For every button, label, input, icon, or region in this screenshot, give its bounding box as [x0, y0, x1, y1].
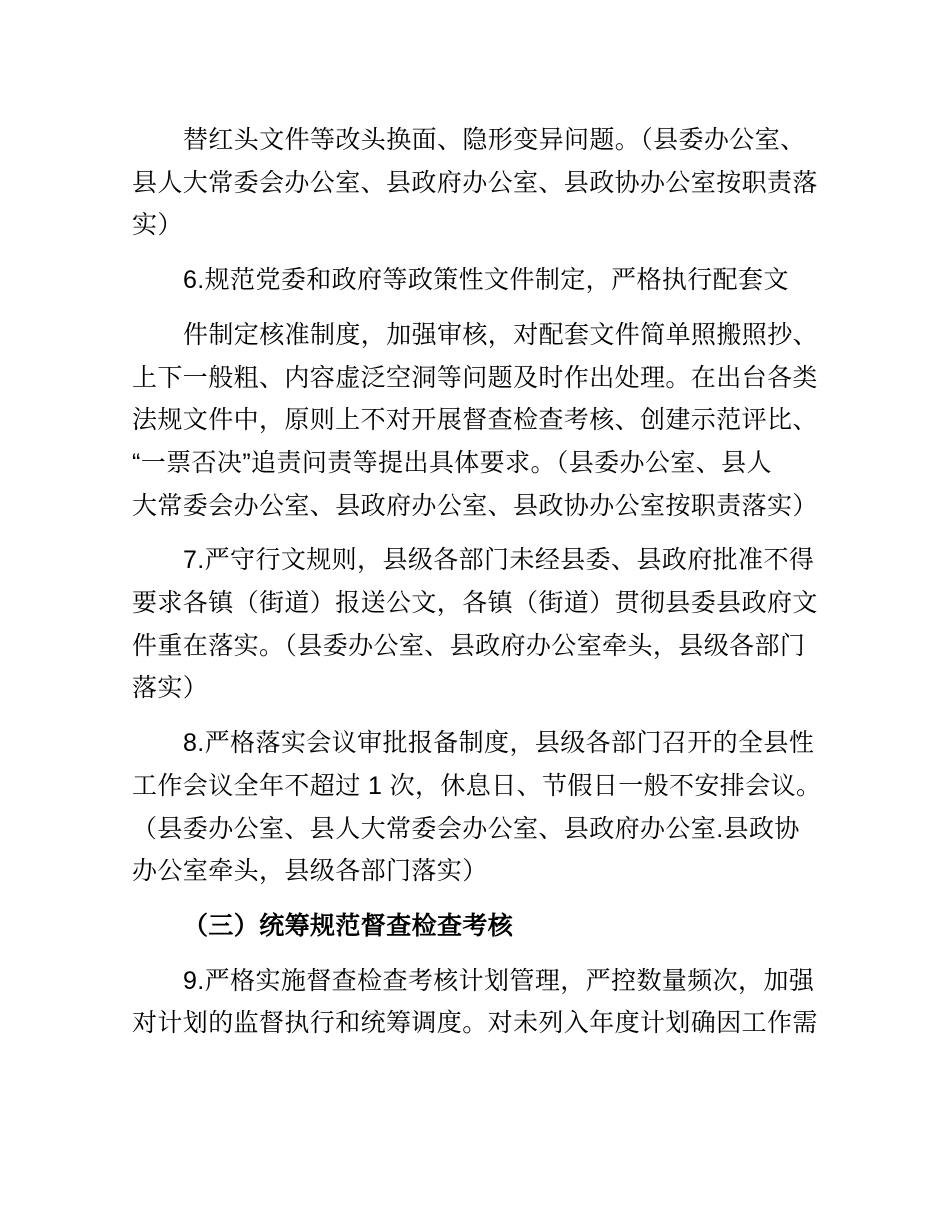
para-item7: [132, 539, 832, 710]
text-line: 替红头文件等改头换面、隐形变异问题。（县委办公室、: [183, 126, 806, 154]
section-heading-three: [132, 905, 832, 948]
para-item5-continuation: [132, 119, 832, 247]
text-line: 9.严格实施督查检查考核计划管理，严控数量频次，加强: [183, 966, 815, 995]
text-line: 6.规范党委和政府等政策性文件制定，严格执行配套文: [183, 266, 789, 295]
text-line: 大常委会办公室、县政府办公室、县政协办公室按职责落实）: [132, 491, 818, 520]
text-line: 8.严格落实会议审批报备制度，县级各部门召开的全县性: [183, 729, 815, 758]
section-heading-line: （三）统筹规范督查检查考核: [183, 911, 514, 940]
text-line: 件重在落实。（县委办公室、县政府办公室牵头，县级各部门: [132, 631, 806, 660]
text-line: 办公室牵头，县级各部门落实）: [132, 857, 488, 886]
document-text-block: [132, 119, 832, 1057]
text-line: 实）: [132, 211, 183, 240]
text-line: 法规文件中，原则上不对开展督查检查考核、创建示范评比、: [132, 406, 818, 435]
text-line: （县委办公室、县人大常委会办公室、县政府办公室.县政协: [132, 814, 800, 843]
text-line: 件制定核准制度，加强审核，对配套文件简单照搬照抄、: [183, 320, 819, 349]
text-line: 要求各镇（街道）报送公文，各镇（街道）贯彻县委县政府文: [132, 589, 818, 618]
para-item9: [132, 960, 832, 1045]
para-item8: [132, 722, 832, 893]
text-line: 县人大常委会办公室、县政府办公室、县政协办公室按职责落: [132, 168, 818, 197]
text-line: 落实）: [132, 674, 209, 703]
text-line: 工作会议全年不超过 1 次，休息日、节假日一般不安排会议。: [132, 771, 822, 800]
text-line: “一票否决”追责问责等提出具体要求。（县委办公室、县人: [132, 448, 772, 477]
para-item6: [132, 259, 832, 527]
text-line: 7.严守行文规则，县级各部门未经县委、县政府批准不得: [183, 546, 815, 575]
text-line: 上下一般粗、内容虚泛空洞等问题及时作出处理。在出台各类: [132, 363, 818, 392]
text-line: 对计划的监督执行和统筹调度。对未列入年度计划确因工作需: [132, 1009, 818, 1038]
